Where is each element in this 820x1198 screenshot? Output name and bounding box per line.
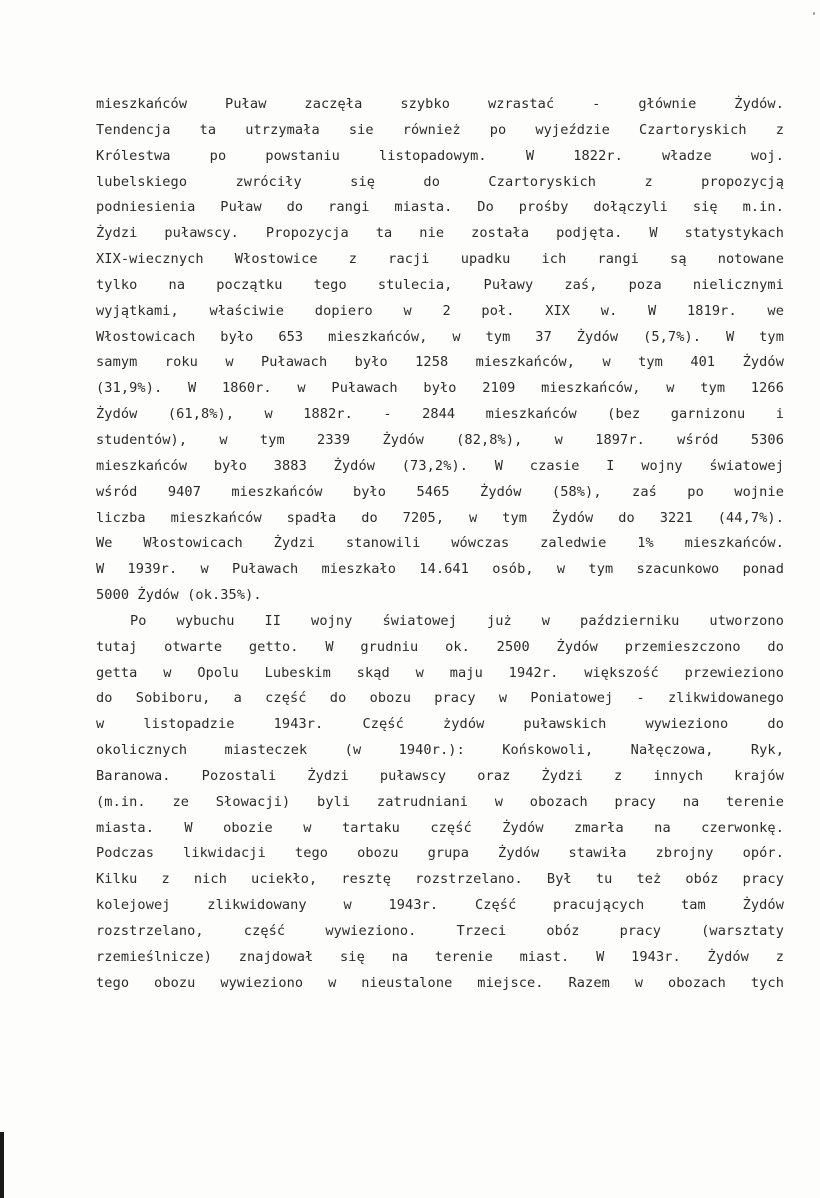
text-line: Tendencja ta utrzymała sie również po wyjeździe Czartoryskich z [96,121,784,138]
paper-speck [813,12,815,15]
text-line: We Włostowicach Żydzi stanowili wówczas zaledwie 1% mieszkańców. [96,535,784,552]
paragraph-2 [96,609,784,997]
text-line: rzemieślnicze) znajdował się na terenie miast. W 1943r. Żydów z [96,948,784,965]
text-line: mieszkańców było 3883 Żydów (73,2%). W czasie I wojny światowej [96,457,784,474]
text-line: Żydzi puławscy. Propozycja ta nie została podjęta. W statystykach [96,225,784,242]
text-line: podniesienia Puław do rangi miasta. Do prośby dołączyli się m.in. [96,199,784,216]
text-line: miasta. W obozie w tartaku część Żydów zmarła na czerwonkę. [96,819,784,836]
text-line: samym roku w Puławach było 1258 mieszkańców, w tym 401 Żydów [96,354,784,371]
text-line: (m.in. ze Słowacji) byli zatrudniani w obozach pracy na terenie [96,793,784,810]
text-line: Baranowa. Pozostali Żydzi puławscy oraz Żydzi z innych krajów [96,767,784,784]
text-line: XIX-wiecznych Włostowice z racji upadku ich rangi są notowane [96,251,784,268]
text-line: wyjątkami, właściwie dopiero w 2 poł. XIX w. W 1819r. we [96,302,784,319]
scan-edge-mark [0,1132,4,1198]
text-line: Kilku z nich uciekło, resztę rozstrzelano. Był tu też obóz pracy [96,871,784,888]
text-line: getta w Opolu Lubeskim skąd w maju 1942r. większość przewieziono [96,664,784,681]
text-line: tylko na początku tego stulecia, Puławy zaś, poza nielicznymi [96,276,784,293]
text-line: wśród 9407 mieszkańców było 5465 Żydów (58%), zaś po wojnie [96,483,784,500]
text-line: liczba mieszkańców spadła do 7205, w tym Żydów do 3221 (44,7%). [96,509,784,526]
text-line: kolejowej zlikwidowany w 1943r. Część pracujących tam Żydów [96,897,784,914]
text-line: tutaj otwarte getto. W grudniu ok. 2500 Żydów przemieszczono do [96,638,784,655]
text-line: Żydów (61,8%), w 1882r. - 2844 mieszkańców (bez garnizonu i [96,406,784,423]
text-line: (31,9%). W 1860r. w Puławach było 2109 mieszkańców, w tym 1266 [96,380,784,397]
text-line: lubelskiego zwróciły się do Czartoryskich z propozycją [96,173,784,190]
text-line: rozstrzelano, część wywieziono. Trzeci obóz pracy (warsztaty [96,923,784,939]
text-line: studentów), w tym 2339 Żydów (82,8%), w 1897r. wśród 5306 [96,431,784,448]
text-line: W 1939r. w Puławach mieszkało 14.641 osób, w tym szacunkowo ponad [96,561,784,578]
text-line: Włostowicach było 653 mieszkańców, w tym 37 Żydów (5,7%). W tym [96,328,784,345]
text-line: Królestwa po powstaniu listopadowym. W 1822r. władze woj. [96,147,784,164]
text-line: tego obozu wywieziono w nieustalone miejsce. Razem w obozach tych [96,974,784,991]
text-line: mieszkańców Puław zaczęła szybko wzrastać - głównie Żydów. [96,96,784,112]
text-line: w listopadzie 1943r. Część żydów puławskich wywieziono do [96,716,784,733]
text-line: okolicznych miasteczek (w 1940r.): Końskowoli, Nałęczowa, Ryk, [96,742,784,759]
text-line: 5000 Żydów (ok.35%). [96,587,262,604]
text-line: Po wybuchu II wojny światowej już w październiku utworzono [130,612,784,629]
paragraph-1 [96,92,784,609]
text-line: do Sobiboru, a część do obozu pracy w Poniatowej - zlikwidowanego [96,690,784,707]
document-text [96,92,784,997]
text-line: Podczas likwidacji tego obozu grupa Żydów stawiła zbrojny opór. [96,845,784,862]
